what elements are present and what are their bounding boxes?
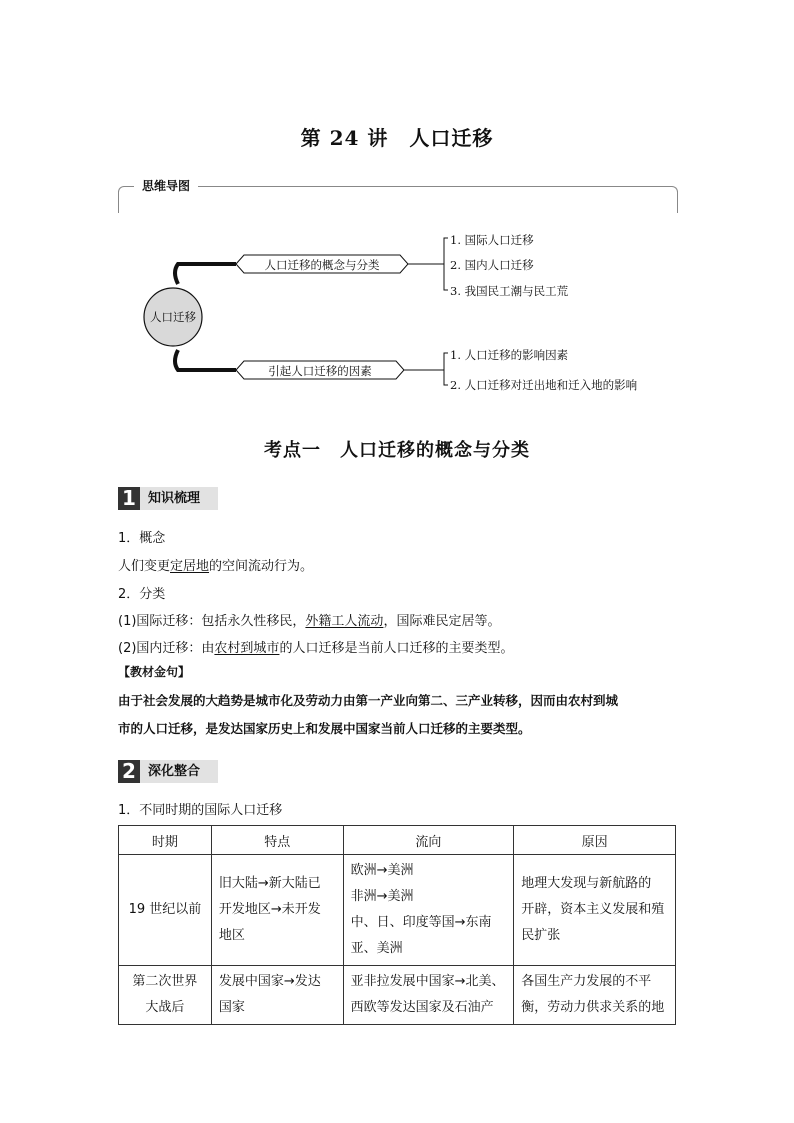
table-row: [119, 966, 676, 1025]
mindmap-connector-bottom: [175, 350, 236, 370]
page-title: 第 24 讲 人口迁移: [300, 126, 494, 150]
table-header-row: [119, 826, 676, 855]
table-row: [119, 855, 676, 966]
mindmap-branch1-label: 人口迁移的概念与分类: [264, 258, 380, 272]
mindmap-branch2-bracket: [444, 353, 448, 385]
table-title: 1．不同时期的国际人口迁移: [118, 803, 283, 818]
section-bar-deepen: [118, 760, 218, 783]
golden-sentence-line: 市的人口迁移，是发达国家历史上和发展中国家当前人口迁移的主要类型。: [118, 721, 531, 736]
mindmap-branch1-item: 1. 国际人口迁移: [450, 233, 534, 247]
reason-cell: 各国生产力发展的不平 衡，劳动力供求关系的地: [514, 966, 676, 1025]
classification-heading: 2．分类: [118, 587, 166, 602]
mindmap-center-label: 人口迁移: [150, 310, 196, 324]
mindmap-branch1-item: 2. 国内人口迁移: [450, 258, 534, 272]
concept-heading: 1．概念: [118, 531, 166, 546]
mindmap-branch1-bracket: [444, 238, 448, 290]
table-header: 流向: [343, 826, 514, 855]
section-bar-knowledge: [118, 487, 218, 510]
golden-sentence-line: 由于社会发展的大趋势是城市化及劳动力由第一产业向第二、三产业转移，因而由农村到城: [118, 693, 619, 708]
domestic-migration-text: (2)国内迁移：由农村到城市的人口迁移是当前人口迁移的主要类型。: [118, 641, 514, 656]
golden-sentence-label: 【教材金句】: [118, 665, 191, 679]
table-header: 特点: [211, 826, 343, 855]
period-cell: 19 世纪以前: [119, 855, 212, 966]
mindmap-branch2-item: 2. 人口迁移对迁出地和迁入地的影响: [450, 378, 638, 392]
reason-cell: 地理大发现与新航路的 开辟，资本主义发展和殖 民扩张: [514, 855, 676, 966]
underlined-term: 外籍工人流动: [305, 614, 384, 629]
section-bar-label: 深化整合: [148, 764, 201, 779]
table-header: 时期: [119, 826, 212, 855]
mindmap-connector-top: [175, 264, 236, 284]
mindmap-lines: [0, 0, 794, 420]
flow-cell: 亚非拉发展中国家→北美、 西欧等发达国家及石油产: [343, 966, 514, 1025]
feature-cell: 发展中国家→发达 国家: [211, 966, 343, 1025]
underlined-term: 农村到城市: [214, 641, 280, 656]
mindmap-branch2-item: 1. 人口迁移的影响因素: [450, 348, 569, 362]
flow-cell: 欧洲→美洲 非洲→美洲 中、日、印度等国→东南 亚、美洲: [343, 855, 514, 966]
section-number: 1: [118, 487, 140, 510]
underlined-term: 定居地: [170, 559, 210, 574]
section-title: 考点一 人口迁移的概念与分类: [264, 440, 530, 461]
section-bar-label: 知识梳理: [148, 491, 201, 506]
mindmap-branch2-label: 引起人口迁移的因素: [268, 364, 372, 378]
mindmap-label: 思维导图: [134, 177, 198, 194]
feature-cell: 旧大陆→新大陆已 开发地区→未开发 地区: [211, 855, 343, 966]
migration-table: [118, 825, 676, 1025]
international-migration-text: (1)国际迁移：包括永久性移民，外籍工人流动，国际难民定居等。: [118, 614, 501, 629]
period-cell: 第二次世界 大战后: [119, 966, 212, 1025]
table-header: 原因: [514, 826, 676, 855]
concept-text: 人们变更定居地的空间流动行为。: [118, 559, 314, 574]
mindmap-branch1-item: 3. 我国民工潮与民工荒: [450, 284, 569, 298]
section-number: 2: [118, 760, 140, 783]
